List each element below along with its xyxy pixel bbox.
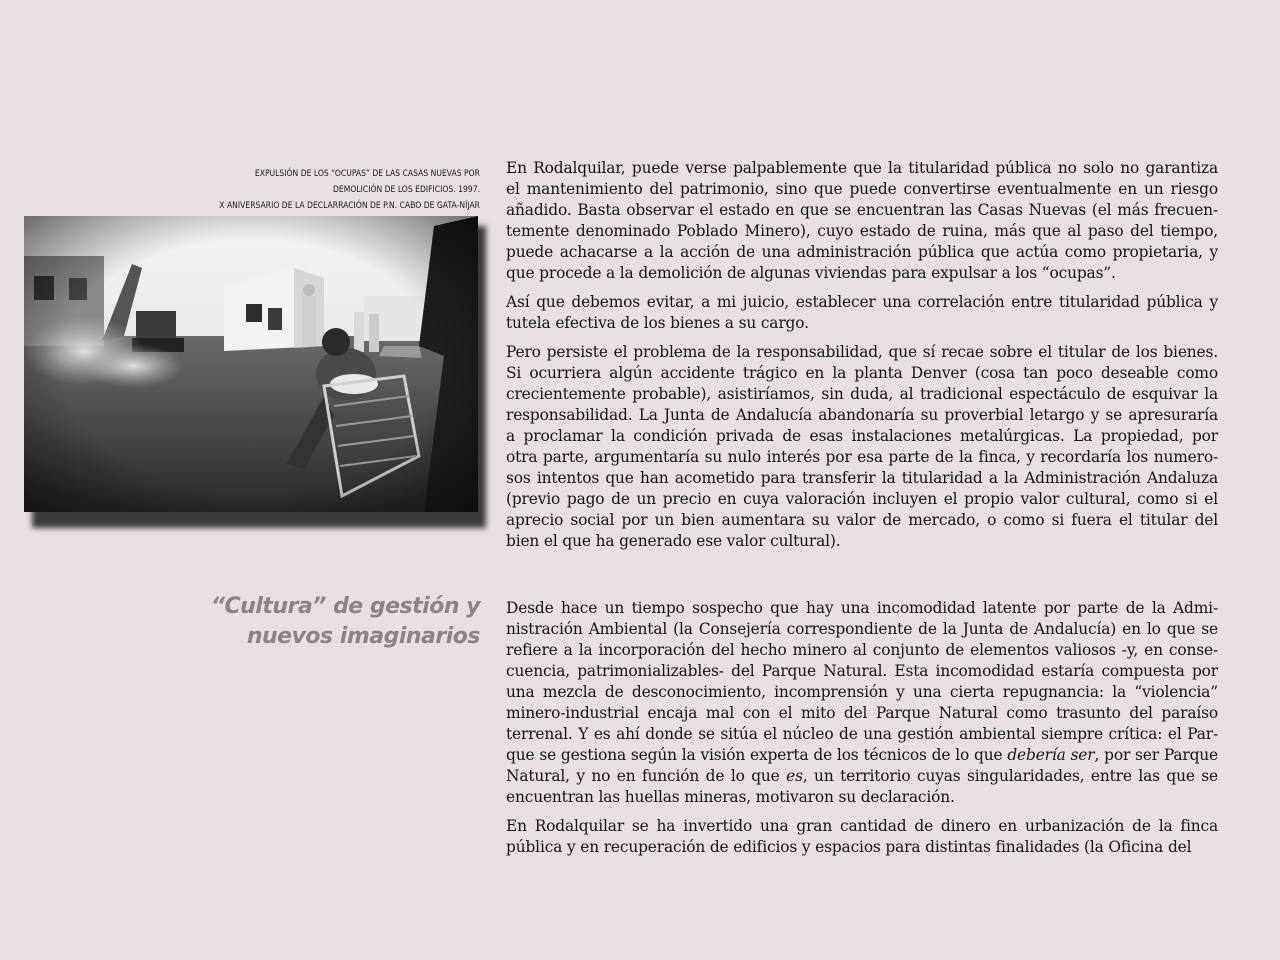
text-line: una mezcla de desconocimiento, incomprensión y una cierta repugnancia: la “violencia” <box>506 683 1218 701</box>
text-line: tutela efectiva de los bienes a su cargo. <box>506 314 809 332</box>
text-line: refiere a la incorporación del hecho minero al conjunto de elementos valiosos -y, en conse- <box>506 641 1218 659</box>
text-line: otra parte, argumentaría su nulo interés por esa parte de la finca, y recordaría los numero- <box>506 448 1218 466</box>
text-line: temente denominado Poblado Minero), cuyo estado de ruina, más que al paso del tiempo, <box>506 222 1218 240</box>
paragraph <box>506 292 1218 334</box>
body-text-bottom <box>506 598 1218 866</box>
text-line: (previo pago de un precio en cuya valoración incluyen el propio valor cultural, como si el <box>506 490 1218 508</box>
text-line: bien el que ha generado ese valor cultural). <box>506 532 841 550</box>
emphasis: debería ser <box>1007 746 1095 764</box>
text-run: , por ser Parque <box>1094 746 1219 764</box>
text-line: cuencia, patrimonializables- del Parque Natural. Esta incomodidad estaría compuesta por <box>506 662 1218 680</box>
emphasis: es <box>786 767 803 785</box>
text-line: puede achacarse a la acción de una administración pública que actúa como propietaria, y <box>506 243 1218 261</box>
text-line: añadido. Basta observar el estado en que se encuentran las Casas Nuevas (el más frecuen- <box>506 201 1218 219</box>
text-line: En Rodalquilar, puede verse palpablemente que la titularidad pública no solo no garantiza <box>506 159 1218 177</box>
text-line: pública y en recuperación de edificios y espacios para distintas finalidades (la Oficina del <box>506 838 1192 856</box>
text-line: el mantenimiento del patrimonio, sino que puede convertirse eventualmente en un riesgo <box>506 180 1218 198</box>
demolition-photo <box>24 216 478 512</box>
section-title <box>130 592 480 652</box>
demolition-photo-image <box>24 216 478 512</box>
text-line: crecientemente probable), asistiríamos, sin duda, al tradicional espectáculo de esquivar la <box>506 385 1218 403</box>
paragraph <box>506 158 1218 284</box>
paragraph <box>506 598 1218 808</box>
text-line: Si ocurriera algún accidente trágico en la planta Denver (cosa tan poco deseable como <box>506 364 1218 382</box>
photo-figure <box>24 216 486 528</box>
caption-line-1: EXPULSIÓN DE LOS “OCUPAS” DE LAS CASAS NUEVAS POR <box>254 169 480 179</box>
text-run: , un territorio cuyas singularidades, entre las que se <box>802 767 1218 785</box>
caption-line-3: X ANIVERSARIO DE LA DECLARRACIÓN DE P.N. CABO DE GATA-NÍJAR <box>219 201 480 211</box>
text-line <box>506 766 1218 787</box>
text-line: En Rodalquilar se ha invertido una gran cantidad de dinero en urbanización de la finca <box>506 817 1218 835</box>
text-line: Así que debemos evitar, a mi juicio, establecer una correlación entre titularidad pública y <box>506 293 1218 311</box>
text-run: Natural, y no en función de lo que <box>506 767 787 785</box>
text-line: terrenal. Y es ahí donde se sitúa el núcleo de una gestión ambiental siempre crítica: el Par- <box>506 725 1218 743</box>
text-line: aprecio social por un bien aumentara su valor de mercado, o como si fuera el titular del <box>506 511 1218 529</box>
text-line: encuentran las huellas mineras, motivaron su declaración. <box>506 788 955 806</box>
caption-line-2: DEMOLICIÓN DE LOS EDIFICIOS. 1997. <box>333 185 480 195</box>
text-line <box>506 745 1218 766</box>
section-title-line-1: “Cultura” de gestión y <box>210 594 480 619</box>
paragraph <box>506 342 1218 552</box>
body-text-top <box>506 158 1218 560</box>
text-line: responsabilidad. La Junta de Andalucía abandonaría su proverbial letargo y se apresuraría <box>506 406 1218 424</box>
text-line: Pero persiste el problema de la responsabilidad, que sí recae sobre el titular de los bienes. <box>506 343 1218 361</box>
text-line: nistración Ambiental (la Consejería correspondiente de la Junta de Andalucía) en lo que se <box>506 620 1218 638</box>
text-line: sos intentos que han acometido para transferir la titularidad a la Administración Andaluza <box>506 469 1218 487</box>
text-line: a proclamar la condición privada de esas instalaciones metalúrgicas. La propiedad, por <box>506 427 1218 445</box>
text-line: que procede a la demolición de algunas viviendas para expulsar a los “ocupas”. <box>506 264 1116 282</box>
text-line: minero-industrial encaja mal con el mito del Parque Natural como trasunto del paraíso <box>506 704 1218 722</box>
text-run: que se gestiona según la visión experta de los técnicos de lo que <box>506 746 1008 764</box>
text-line: Desde hace un tiempo sospecho que hay una incomodidad latente por parte de la Admi- <box>506 599 1218 617</box>
section-title-line-2: nuevos imaginarios <box>246 624 480 649</box>
photo-caption <box>123 166 480 214</box>
paragraph <box>506 816 1218 858</box>
